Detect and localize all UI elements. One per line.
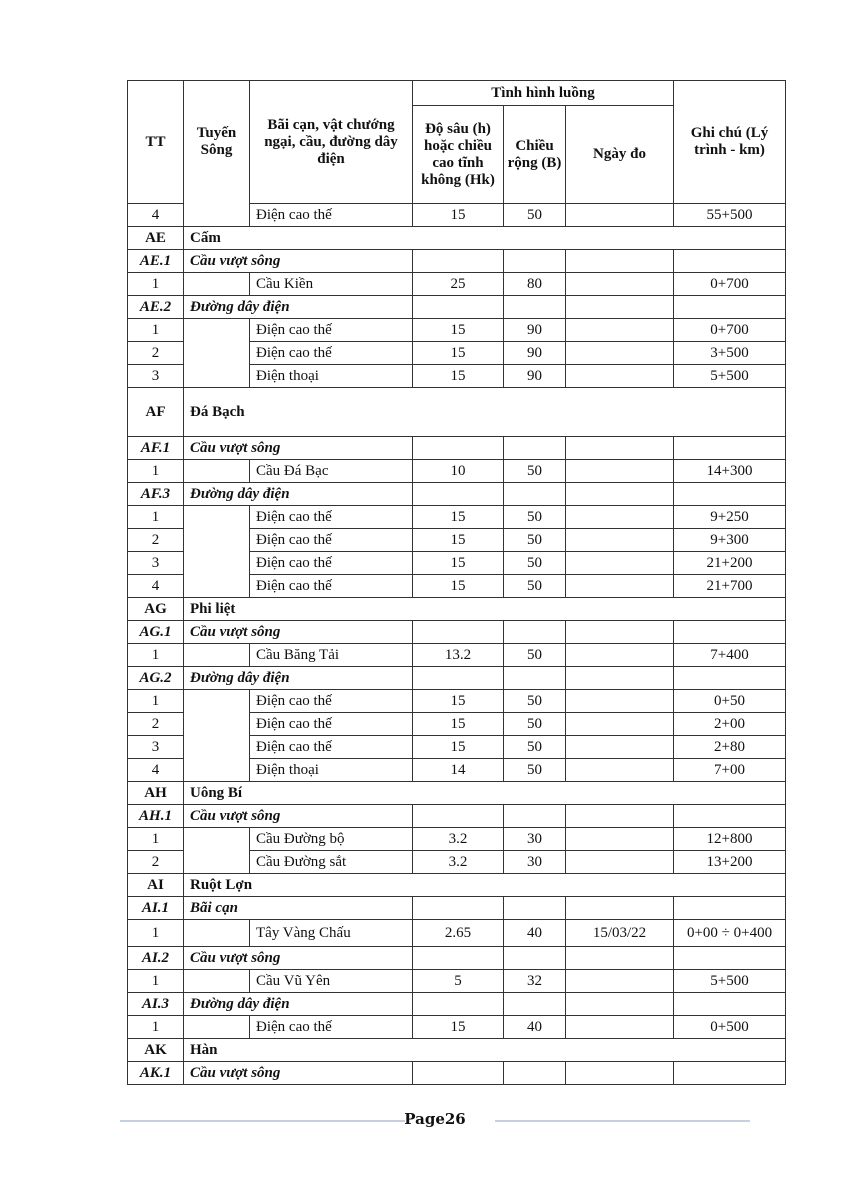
empty-width [504, 947, 566, 970]
subsection-title: Đường dây điện [184, 667, 413, 690]
river-cell [184, 319, 250, 342]
page-footer [120, 1110, 750, 1132]
obstacle-name: Cầu Băng Tải [250, 644, 413, 667]
table-row-sub [128, 897, 786, 920]
river-cell [184, 851, 250, 874]
survey-date [566, 690, 674, 713]
empty-depth [413, 250, 504, 273]
survey-date [566, 506, 674, 529]
item-index: 1 [128, 273, 184, 296]
depth-value: 15 [413, 713, 504, 736]
chainage-km: 14+300 [674, 460, 786, 483]
chainage-km: 3+500 [674, 342, 786, 365]
item-index: 1 [128, 828, 184, 851]
river-cell [184, 552, 250, 575]
subsection-code: AK.1 [128, 1062, 184, 1085]
col-header-width: Chiều rộng (B) [504, 106, 566, 204]
river-cell [184, 460, 250, 483]
river-cell [184, 1016, 250, 1039]
chainage-km: 2+80 [674, 736, 786, 759]
empty-width [504, 483, 566, 506]
col-header-tuyen-song: Tuyến Sông [184, 81, 250, 204]
depth-value: 5 [413, 970, 504, 993]
depth-value: 15 [413, 1016, 504, 1039]
item-index: 2 [128, 529, 184, 552]
chainage-km: 13+200 [674, 851, 786, 874]
empty-notes [674, 1062, 786, 1085]
empty-date [566, 437, 674, 460]
table-row-item [128, 828, 786, 851]
subsection-code: AE.1 [128, 250, 184, 273]
table-row-item [128, 920, 786, 947]
depth-value: 14 [413, 759, 504, 782]
obstacle-name: Cầu Đường bộ [250, 828, 413, 851]
chainage-km: 0+00 ÷ 0+400 [674, 920, 786, 947]
river-cell [184, 828, 250, 851]
empty-width [504, 805, 566, 828]
width-value: 50 [504, 529, 566, 552]
river-cell [184, 365, 250, 388]
chainage-km: 9+250 [674, 506, 786, 529]
item-index: 2 [128, 342, 184, 365]
subsection-code: AG.1 [128, 621, 184, 644]
item-index: 3 [128, 365, 184, 388]
width-value: 80 [504, 273, 566, 296]
table-row-section [128, 227, 786, 250]
item-index: 1 [128, 1016, 184, 1039]
width-value: 90 [504, 319, 566, 342]
obstacle-name: Cầu Đá Bạc [250, 460, 413, 483]
width-value: 30 [504, 828, 566, 851]
table-body [128, 204, 786, 1085]
depth-value: 15 [413, 365, 504, 388]
river-cell [184, 970, 250, 993]
survey-date [566, 319, 674, 342]
depth-value: 2.65 [413, 920, 504, 947]
depth-value: 15 [413, 506, 504, 529]
survey-date [566, 828, 674, 851]
empty-width [504, 621, 566, 644]
empty-depth [413, 993, 504, 1016]
depth-value: 13.2 [413, 644, 504, 667]
item-index: 4 [128, 575, 184, 598]
section-code: AG [128, 598, 184, 621]
river-cell [184, 736, 250, 759]
subsection-code: AF.3 [128, 483, 184, 506]
width-value: 50 [504, 736, 566, 759]
subsection-title: Cầu vượt sông [184, 947, 413, 970]
river-name: Ruột Lợn [184, 874, 786, 897]
page-number: Page26 [404, 1110, 466, 1128]
table-row-item [128, 851, 786, 874]
item-index: 2 [128, 713, 184, 736]
table-row-item [128, 690, 786, 713]
empty-notes [674, 897, 786, 920]
chainage-km: 7+00 [674, 759, 786, 782]
river-cell [184, 644, 250, 667]
survey-date [566, 342, 674, 365]
width-value: 30 [504, 851, 566, 874]
empty-width [504, 1062, 566, 1085]
chainage-km: 0+500 [674, 1016, 786, 1039]
table-row-item [128, 204, 786, 227]
empty-date [566, 667, 674, 690]
subsection-code: AE.2 [128, 296, 184, 319]
empty-notes [674, 667, 786, 690]
empty-depth [413, 621, 504, 644]
empty-width [504, 437, 566, 460]
obstacle-name: Điện cao thế [250, 319, 413, 342]
empty-notes [674, 483, 786, 506]
river-cell [184, 529, 250, 552]
subsection-title: Đường dây điện [184, 993, 413, 1016]
table-row-section [128, 1039, 786, 1062]
empty-date [566, 621, 674, 644]
item-index: 4 [128, 759, 184, 782]
empty-depth [413, 483, 504, 506]
depth-value: 3.2 [413, 828, 504, 851]
depth-value: 15 [413, 204, 504, 227]
subsection-code: AH.1 [128, 805, 184, 828]
survey-date [566, 552, 674, 575]
table-row-item [128, 736, 786, 759]
empty-depth [413, 947, 504, 970]
empty-notes [674, 947, 786, 970]
river-cell [184, 575, 250, 598]
table-row-item [128, 529, 786, 552]
item-index: 3 [128, 552, 184, 575]
table-row-section [128, 598, 786, 621]
col-header-obstacle: Bãi cạn, vật chướng ngại, cầu, đường dây điện [250, 81, 413, 204]
subsection-code: AI.2 [128, 947, 184, 970]
obstacle-name: Điện cao thế [250, 506, 413, 529]
empty-date [566, 483, 674, 506]
table-row-item [128, 644, 786, 667]
item-index: 3 [128, 736, 184, 759]
table-row-item [128, 759, 786, 782]
waterway-obstacle-table [127, 80, 786, 1085]
subsection-title: Đường dây điện [184, 483, 413, 506]
survey-date [566, 736, 674, 759]
empty-date [566, 1062, 674, 1085]
width-value: 90 [504, 365, 566, 388]
col-header-depth: Độ sâu (h) hoặc chiều cao tĩnh không (Hk) [413, 106, 504, 204]
depth-value: 15 [413, 736, 504, 759]
item-index: 1 [128, 970, 184, 993]
col-header-channel-status: Tình hình luồng [413, 81, 674, 106]
subsection-title: Cầu vượt sông [184, 250, 413, 273]
table-row-item [128, 365, 786, 388]
width-value: 50 [504, 759, 566, 782]
item-index: 2 [128, 851, 184, 874]
depth-value: 15 [413, 319, 504, 342]
table-row-item [128, 460, 786, 483]
river-cell [184, 690, 250, 713]
river-name: Hàn [184, 1039, 786, 1062]
empty-date [566, 250, 674, 273]
empty-date [566, 993, 674, 1016]
table-row-sub [128, 483, 786, 506]
table-row-item [128, 552, 786, 575]
item-index: 4 [128, 204, 184, 227]
chainage-km: 21+200 [674, 552, 786, 575]
table-row-section [128, 388, 786, 437]
col-header-notes: Ghi chú (Lý trình - km) [674, 81, 786, 204]
width-value: 40 [504, 1016, 566, 1039]
width-value: 50 [504, 506, 566, 529]
chainage-km: 0+700 [674, 319, 786, 342]
section-code: AK [128, 1039, 184, 1062]
river-name: Uông Bí [184, 782, 786, 805]
table-row-item [128, 713, 786, 736]
empty-width [504, 250, 566, 273]
survey-date [566, 1016, 674, 1039]
table-row-item [128, 1016, 786, 1039]
survey-date [566, 970, 674, 993]
obstacle-name: Điện cao thế [250, 204, 413, 227]
obstacle-name: Điện cao thế [250, 1016, 413, 1039]
item-index: 1 [128, 920, 184, 947]
section-code: AE [128, 227, 184, 250]
width-value: 50 [504, 713, 566, 736]
table-row-sub [128, 437, 786, 460]
river-cell [184, 342, 250, 365]
chainage-km: 2+00 [674, 713, 786, 736]
survey-date [566, 713, 674, 736]
empty-notes [674, 621, 786, 644]
table-row-sub [128, 250, 786, 273]
depth-value: 10 [413, 460, 504, 483]
depth-value: 3.2 [413, 851, 504, 874]
subsection-title: Cầu vượt sông [184, 621, 413, 644]
table-row-item [128, 342, 786, 365]
width-value: 50 [504, 460, 566, 483]
obstacle-name: Điện cao thế [250, 690, 413, 713]
table-row-section [128, 874, 786, 897]
empty-depth [413, 667, 504, 690]
depth-value: 15 [413, 690, 504, 713]
obstacle-name: Điện thoại [250, 365, 413, 388]
chainage-km: 5+500 [674, 970, 786, 993]
survey-date: 15/03/22 [566, 920, 674, 947]
depth-value: 15 [413, 342, 504, 365]
river-name: Phi liệt [184, 598, 786, 621]
width-value: 50 [504, 690, 566, 713]
empty-date [566, 947, 674, 970]
chainage-km: 55+500 [674, 204, 786, 227]
subsection-code: AI.1 [128, 897, 184, 920]
subsection-title: Đường dây điện [184, 296, 413, 319]
section-code: AF [128, 388, 184, 437]
table-row-item [128, 970, 786, 993]
item-index: 1 [128, 506, 184, 529]
empty-depth [413, 897, 504, 920]
table-row-item [128, 575, 786, 598]
item-index: 1 [128, 690, 184, 713]
chainage-km: 0+50 [674, 690, 786, 713]
subsection-code: AF.1 [128, 437, 184, 460]
depth-value: 15 [413, 552, 504, 575]
empty-depth [413, 437, 504, 460]
subsection-title: Cầu vượt sông [184, 805, 413, 828]
empty-width [504, 667, 566, 690]
empty-notes [674, 250, 786, 273]
survey-date [566, 460, 674, 483]
item-index: 1 [128, 319, 184, 342]
chainage-km: 21+700 [674, 575, 786, 598]
obstacle-name: Điện thoại [250, 759, 413, 782]
survey-date [566, 529, 674, 552]
survey-date [566, 575, 674, 598]
chainage-km: 5+500 [674, 365, 786, 388]
empty-depth [413, 805, 504, 828]
width-value: 50 [504, 644, 566, 667]
subsection-title: Bãi cạn [184, 897, 413, 920]
survey-date [566, 204, 674, 227]
col-header-date: Ngày đo [566, 106, 674, 204]
river-cell [184, 506, 250, 529]
river-cell [184, 759, 250, 782]
obstacle-name: Cầu Vũ Yên [250, 970, 413, 993]
table-row-sub [128, 805, 786, 828]
empty-width [504, 897, 566, 920]
survey-date [566, 759, 674, 782]
width-value: 40 [504, 920, 566, 947]
section-code: AH [128, 782, 184, 805]
item-index: 1 [128, 460, 184, 483]
width-value: 90 [504, 342, 566, 365]
empty-notes [674, 993, 786, 1016]
river-cell [184, 273, 250, 296]
empty-width [504, 993, 566, 1016]
section-code: AI [128, 874, 184, 897]
table-row-sub [128, 296, 786, 319]
depth-value: 15 [413, 575, 504, 598]
survey-date [566, 851, 674, 874]
subsection-code: AI.3 [128, 993, 184, 1016]
item-index: 1 [128, 644, 184, 667]
obstacle-name: Điện cao thế [250, 552, 413, 575]
survey-date [566, 365, 674, 388]
obstacle-name: Điện cao thế [250, 713, 413, 736]
obstacle-name: Điện cao thế [250, 575, 413, 598]
obstacle-name: Điện cao thế [250, 342, 413, 365]
obstacle-name: Cầu Kiền [250, 273, 413, 296]
empty-date [566, 805, 674, 828]
table-row-section [128, 782, 786, 805]
depth-value: 25 [413, 273, 504, 296]
depth-value: 15 [413, 529, 504, 552]
table-row-sub [128, 667, 786, 690]
survey-date [566, 273, 674, 296]
empty-notes [674, 437, 786, 460]
table-row-item [128, 319, 786, 342]
empty-depth [413, 1062, 504, 1085]
chainage-km: 12+800 [674, 828, 786, 851]
table-row-sub [128, 947, 786, 970]
width-value: 50 [504, 204, 566, 227]
river-cell [184, 204, 250, 227]
river-name: Cấm [184, 227, 786, 250]
chainage-km: 9+300 [674, 529, 786, 552]
empty-notes [674, 805, 786, 828]
subsection-title: Cầu vượt sông [184, 437, 413, 460]
chainage-km: 0+700 [674, 273, 786, 296]
table-row-item [128, 506, 786, 529]
width-value: 50 [504, 552, 566, 575]
empty-date [566, 296, 674, 319]
river-cell [184, 920, 250, 947]
empty-depth [413, 296, 504, 319]
table-row-item [128, 273, 786, 296]
width-value: 50 [504, 575, 566, 598]
empty-date [566, 897, 674, 920]
table-row-sub [128, 621, 786, 644]
col-header-tt: TT [128, 81, 184, 204]
obstacle-name: Điện cao thế [250, 529, 413, 552]
empty-width [504, 296, 566, 319]
obstacle-name: Điện cao thế [250, 736, 413, 759]
obstacle-name: Tây Vàng Chấu [250, 920, 413, 947]
subsection-title: Cầu vượt sông [184, 1062, 413, 1085]
obstacle-name: Cầu Đường sắt [250, 851, 413, 874]
river-cell [184, 713, 250, 736]
table-row-sub [128, 1062, 786, 1085]
table-row-sub [128, 993, 786, 1016]
subsection-code: AG.2 [128, 667, 184, 690]
chainage-km: 7+400 [674, 644, 786, 667]
river-name: Đá Bạch [184, 388, 786, 437]
empty-notes [674, 296, 786, 319]
width-value: 32 [504, 970, 566, 993]
survey-date [566, 644, 674, 667]
